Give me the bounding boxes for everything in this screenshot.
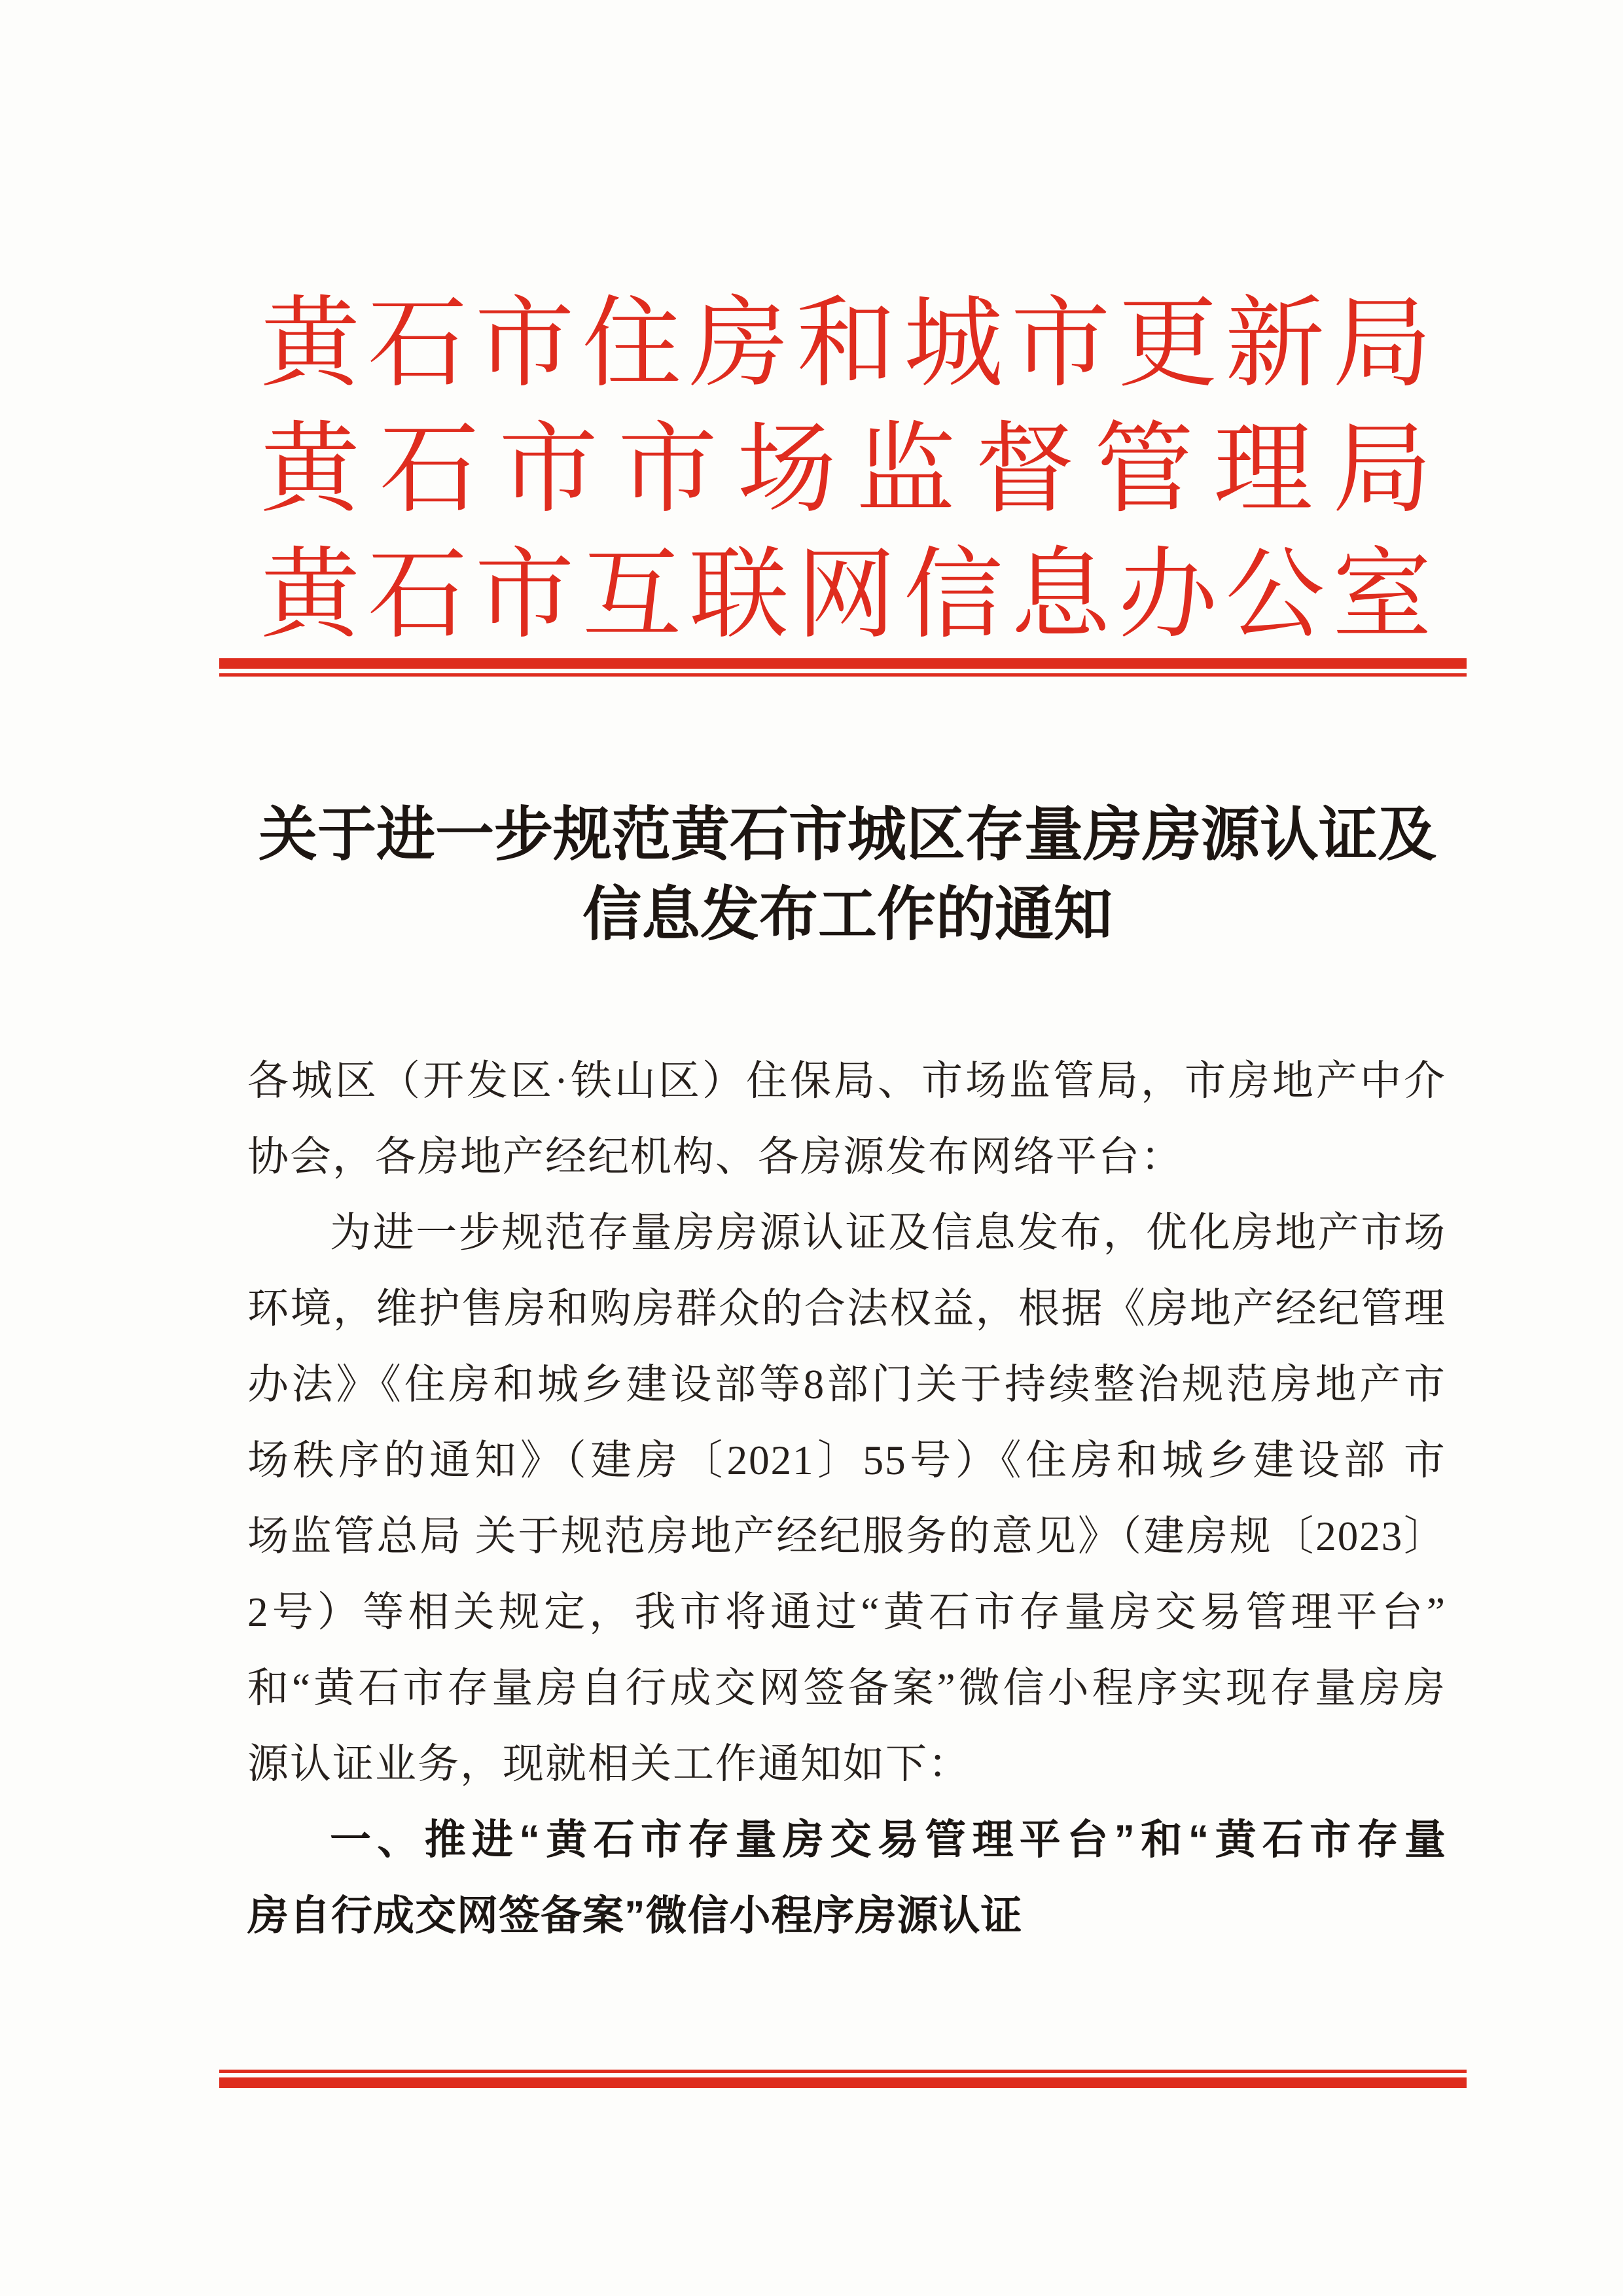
org-name-line-1: 黄石市住房和城市更新局 bbox=[260, 289, 1432, 399]
body-line: 2号）等相关规定，我市将通过“黄石市存量房交易管理平台” bbox=[247, 1589, 1446, 1635]
body-line: 环境，维护售房和购房群众的合法权益，根据《房地产经纪管理 bbox=[247, 1286, 1446, 1332]
body-line-salutation-2: 协会，各房地产经纪机构、各房源发布网络平台： bbox=[247, 1134, 1183, 1180]
body-line: 场监管总局 关于规范房地产经纪服务的意见》（建房规〔2023〕 bbox=[247, 1513, 1446, 1559]
document-body bbox=[247, 1043, 1446, 1954]
letterhead bbox=[260, 281, 1432, 658]
section-heading-line-2: 房自行成交网签备案”微信小程序房源认证 bbox=[247, 1893, 1023, 1939]
header-divider bbox=[219, 658, 1467, 677]
footer-divider-thick-line bbox=[219, 2077, 1467, 2088]
body-line: 办法》《住房和城乡建设部等8部门关于持续整治规范房地产市 bbox=[247, 1362, 1446, 1407]
section-heading-line-1: 一、推进“黄石市存量房交易管理平台”和“黄石市存量 bbox=[330, 1817, 1446, 1863]
body-line-salutation-1: 各城区（开发区·铁山区）住保局、市场监管局，市房地产中介 bbox=[247, 1058, 1446, 1104]
body-line: 为进一步规范存量房房源认证及信息发布，优化房地产市场 bbox=[330, 1210, 1446, 1256]
title-line-2: 信息发布工作的通知 bbox=[582, 883, 1113, 947]
header-divider-gap bbox=[219, 669, 1467, 673]
footer-divider bbox=[219, 2070, 1467, 2088]
document-title bbox=[249, 796, 1446, 955]
body-line: 源认证业务，现就相关工作通知如下： bbox=[247, 1741, 971, 1787]
body-line: 和“黄石市存量房自行成交网签备案”微信小程序实现存量房房 bbox=[247, 1665, 1446, 1711]
org-name-line-2: 黄石市市场监督管理局 bbox=[260, 415, 1432, 525]
header-divider-thick-line bbox=[219, 658, 1467, 669]
org-name-line-3: 黄石市互联网信息办公室 bbox=[260, 540, 1432, 650]
title-line-1: 关于进一步规范黄石市城区存量房房源认证及 bbox=[259, 803, 1436, 868]
body-line: 场秩序的通知》（建房〔2021〕55号）《住房和城乡建设部 市 bbox=[247, 1438, 1446, 1483]
footer-divider-gap bbox=[219, 2073, 1467, 2077]
header-divider-thin-line bbox=[219, 673, 1467, 677]
